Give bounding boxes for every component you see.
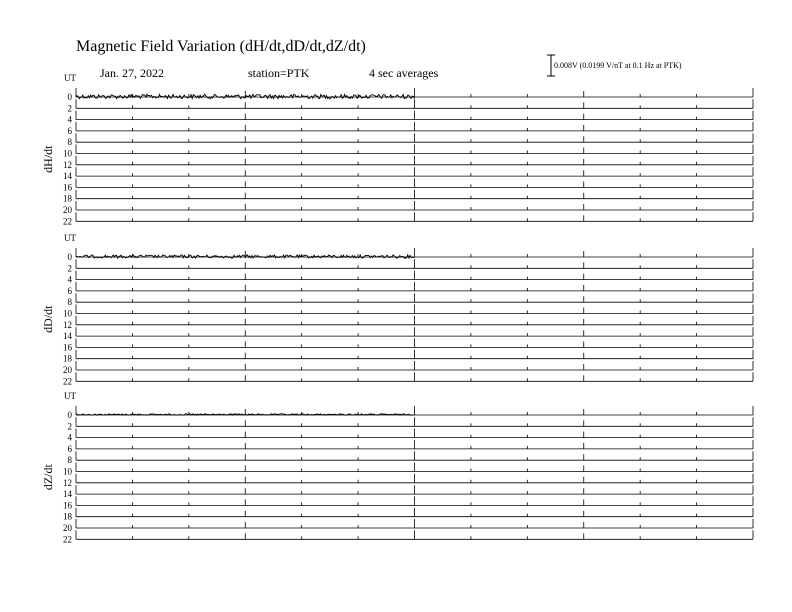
row-hour-label: 18 [63,511,72,522]
row-hour-label: 10 [63,466,72,477]
row-hour-label: 2 [67,421,72,432]
panel-dZ-dt [76,406,753,539]
panel-ylabel: dZ/dt [41,464,55,491]
row-hour-label: 8 [67,137,72,148]
row-hour-label: 12 [63,477,72,488]
row-hour-label: 10 [63,148,72,159]
ut-axis-label: UT [64,233,76,243]
row-hour-label: 12 [63,159,72,170]
row-hour-label: 8 [67,455,72,466]
row-hour-label: 4 [67,432,72,443]
panel-ylabel: dH/dt [41,145,55,173]
row-hour-label: 8 [67,297,72,308]
row-hour-label: 18 [63,353,72,364]
averaging-label: 4 sec averages [369,66,439,80]
row-hour-label: 2 [67,103,72,114]
row-hour-label: 6 [67,443,72,454]
ut-axis-label: UT [64,391,76,401]
row-hour-label: 6 [67,285,72,296]
row-hour-label: 0 [67,92,72,102]
row-hour-label: 16 [63,182,72,193]
panel-dD-dt [76,248,753,381]
date-label: Jan. 27, 2022 [100,66,164,80]
row-hour-label: 4 [67,114,72,125]
row-hour-label: 14 [63,489,72,500]
row-hour-label: 6 [67,125,72,136]
scale-label: 0.008V (0.0199 V/nT at 0.1 Hz at PTK) [554,61,682,70]
row-hour-label: 0 [67,252,72,262]
row-hour-label: 14 [63,171,72,182]
row-hour-label: 4 [67,274,72,285]
row-hour-label: 22 [63,216,72,227]
row-hour-label: 16 [63,500,72,511]
row-hour-label: 20 [63,365,72,375]
row-hour-label: 22 [63,376,72,387]
row-hour-label: 20 [63,205,72,215]
row-hour-label: 12 [63,319,72,330]
row-hour-label: 20 [63,523,72,533]
row-hour-label: 2 [67,263,72,274]
row-hour-label: 18 [63,193,72,204]
row-hour-label: 14 [63,331,72,342]
chart-title: Magnetic Field Variation (dH/dt,dD/dt,dZ/dt) [76,38,366,55]
panel-ylabel: dD/dt [41,305,55,333]
ut-axis-label: UT [64,73,76,83]
row-hour-label: 22 [63,534,72,545]
row-hour-label: 10 [63,308,72,319]
station-label: station=PTK [248,66,310,80]
row-hour-label: 16 [63,342,72,353]
panel-dH-dt [76,88,753,221]
row-hour-label: 0 [67,410,72,420]
